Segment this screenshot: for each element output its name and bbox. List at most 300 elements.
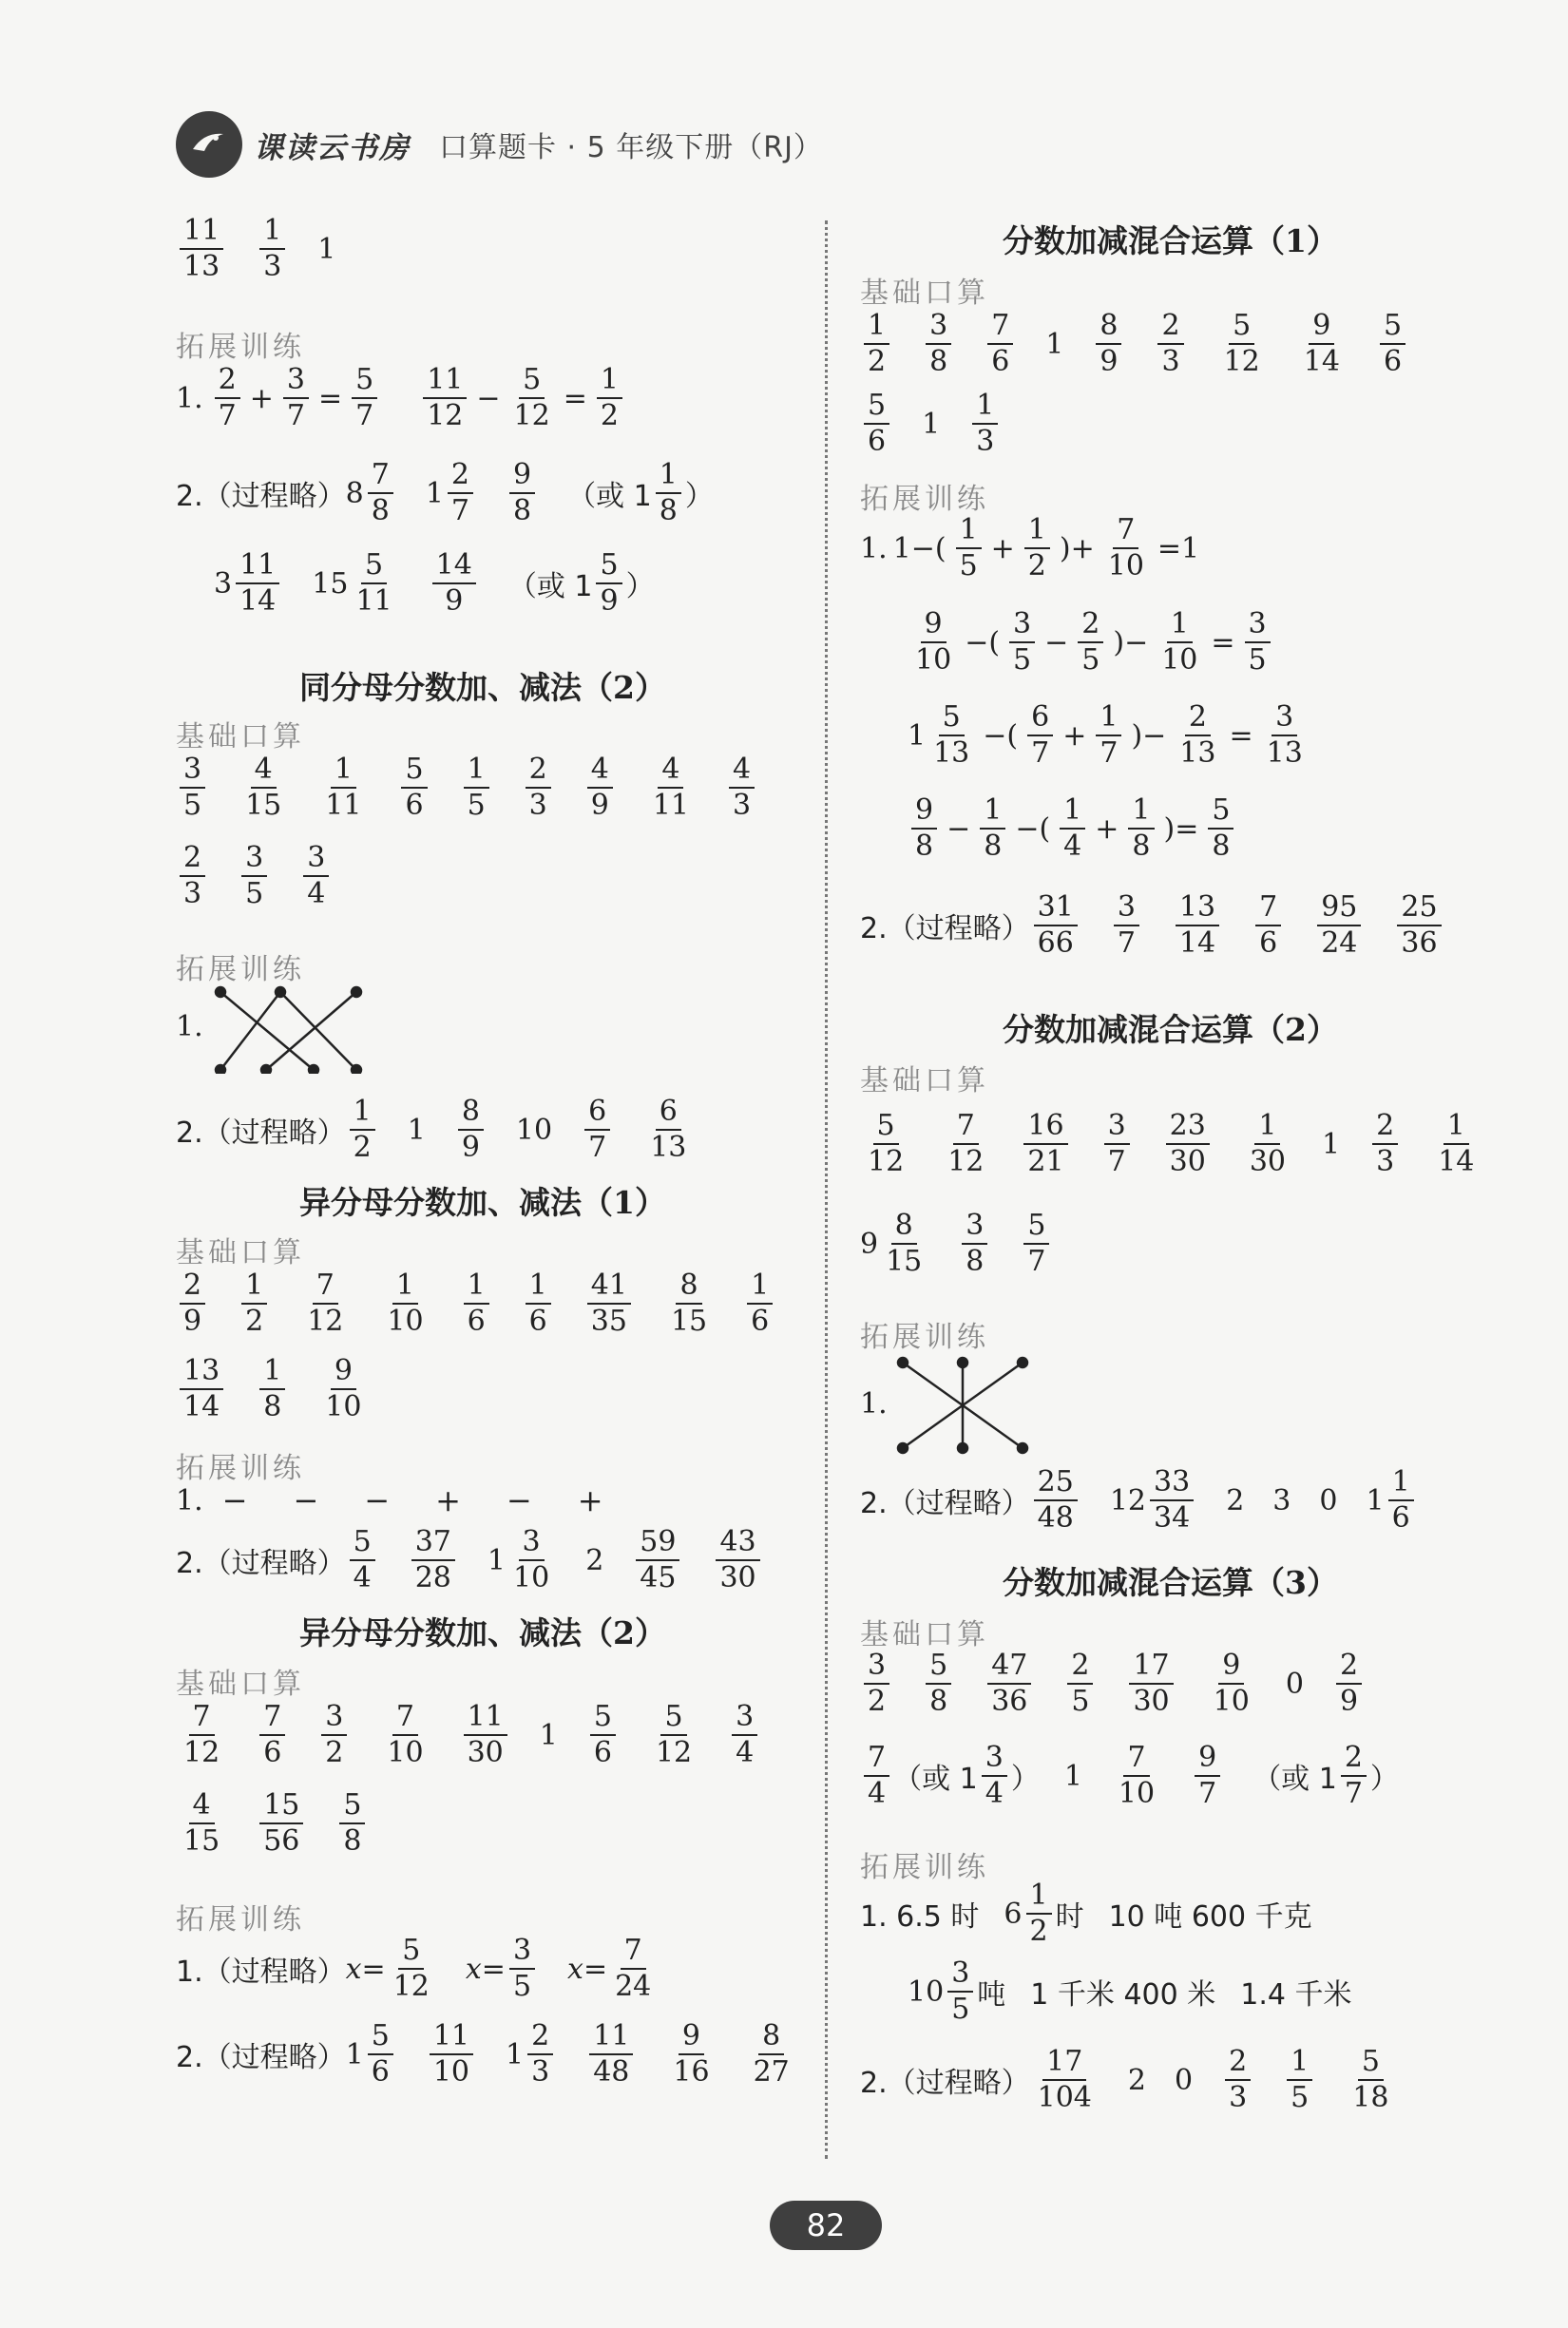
fraction: [180, 1271, 205, 1336]
denominator: 8: [659, 494, 678, 527]
answer: [346, 1525, 379, 1594]
sign: −: [364, 1482, 391, 1518]
fraction: [241, 1271, 267, 1336]
equation-row: [908, 793, 1243, 863]
numerator: 3: [241, 844, 267, 877]
fraction: [747, 1271, 773, 1336]
denominator: 14: [1178, 926, 1216, 960]
numerator: 5: [939, 703, 965, 736]
numerator: 3: [180, 755, 205, 789]
answer: [1128, 2064, 1146, 2097]
equation-term: [1074, 607, 1107, 677]
numerator: 2: [1078, 610, 1103, 643]
fraction: [962, 1209, 987, 1278]
fraction: [259, 1354, 285, 1423]
fraction: [350, 1525, 375, 1594]
answer-list: [346, 1097, 723, 1162]
answer: [922, 309, 955, 378]
item-prefix: 2.（过程略）: [860, 1487, 1030, 1520]
answer: [583, 1271, 635, 1336]
numerator: 5: [368, 2022, 393, 2055]
answer: [632, 1525, 683, 1594]
alt-close: ）: [625, 570, 655, 603]
equation-term: [279, 363, 313, 432]
matching-diagram: [209, 979, 380, 1074]
fraction: [926, 1651, 951, 1716]
fraction: [464, 1700, 507, 1769]
denominator: 66: [1037, 926, 1074, 960]
denominator: 3: [263, 250, 282, 283]
fraction: [1157, 607, 1201, 677]
denominator: 10: [1107, 549, 1144, 582]
equation-term: [908, 793, 941, 863]
alt-note: （或 1: [567, 480, 652, 513]
answer: [1064, 1760, 1082, 1793]
equation-term: [1164, 812, 1199, 846]
answer: [1020, 1209, 1053, 1278]
numerator: 14: [432, 551, 476, 584]
fraction: [368, 458, 393, 527]
fraction: [236, 548, 279, 618]
answer: [642, 1097, 694, 1162]
numerator: 5: [1023, 1212, 1049, 1245]
answer: [506, 2019, 557, 2089]
fraction: [1078, 607, 1103, 677]
numerator: 59: [636, 1528, 679, 1561]
fraction: [646, 1097, 690, 1162]
value: 1: [407, 1113, 426, 1147]
equation-term: [1131, 719, 1166, 753]
numerator: 2: [1225, 2048, 1251, 2081]
denominator: 9: [183, 1305, 202, 1338]
answer-list: [214, 548, 508, 618]
answer: [585, 2019, 637, 2089]
denominator: 13: [933, 736, 970, 770]
fraction: [636, 1525, 679, 1594]
denominator: 16: [673, 2055, 710, 2089]
fraction: [1067, 1651, 1093, 1716]
fraction: [584, 1097, 610, 1162]
answer: [317, 233, 335, 266]
denominator: 14: [1438, 1145, 1475, 1178]
fraction: [303, 841, 329, 910]
fraction: [669, 2019, 713, 2089]
fraction: [321, 1354, 365, 1423]
denominator: 6: [1391, 1501, 1410, 1535]
answer: [648, 1700, 699, 1769]
numerator: 31: [1034, 893, 1078, 926]
fraction: [1245, 607, 1271, 677]
denominator: 6: [593, 1736, 612, 1769]
denominator: 10: [1161, 643, 1198, 677]
whole-part: 1: [425, 476, 444, 510]
numerator: 9: [1195, 1744, 1220, 1777]
denominator: 48: [593, 2055, 630, 2089]
denominator: 5: [951, 1993, 970, 2026]
numerator: 3: [283, 366, 309, 399]
denominator: 12: [655, 1736, 693, 1769]
answer: [522, 1271, 555, 1336]
whole-part: 1: [908, 718, 927, 753]
whole-part: 1: [487, 1543, 506, 1577]
value: 1−(: [892, 531, 947, 565]
numerator: 5: [361, 551, 387, 584]
value: =: [317, 381, 343, 415]
denominator: 14: [239, 584, 277, 618]
answer: [1221, 2045, 1254, 2114]
answer: [176, 1354, 227, 1423]
fraction: [1372, 1109, 1398, 1178]
denominator: 12: [427, 399, 464, 432]
fraction: [1129, 1651, 1173, 1716]
alt-close: ）: [1369, 1763, 1399, 1796]
denominator: 30: [467, 1736, 504, 1769]
fraction: [411, 1525, 455, 1594]
equation-term: [1092, 700, 1125, 770]
matching-row: [176, 979, 380, 1074]
fraction: [180, 755, 205, 820]
answer: [317, 755, 369, 820]
numerator: 1: [1128, 796, 1154, 830]
section-label: 基础口算: [176, 1236, 305, 1269]
section-label: 基础口算: [860, 1618, 989, 1651]
fraction: [1096, 309, 1121, 378]
equation-term: [1056, 793, 1089, 863]
fraction: [750, 2019, 794, 2089]
numerator: 3: [1245, 610, 1271, 643]
denominator: 7: [355, 399, 374, 432]
answer-row: [860, 309, 1438, 378]
fraction: [1388, 1465, 1414, 1535]
numerator: 2: [180, 844, 205, 877]
numerator: 3: [1272, 703, 1297, 736]
answer: [460, 755, 493, 820]
answer: [1111, 1741, 1162, 1810]
answer-row: [860, 1109, 1510, 1178]
numerator: 1: [392, 1271, 418, 1305]
denominator: 7: [1027, 1245, 1046, 1278]
answer: [176, 1700, 227, 1769]
answer: [645, 755, 697, 820]
value: +: [1062, 718, 1087, 753]
answer: [1376, 309, 1409, 378]
solution: [567, 1934, 659, 2003]
fraction: [321, 1700, 347, 1769]
denominator: 4: [353, 1561, 372, 1594]
denominator: 5: [512, 1970, 532, 2003]
denominator: 27: [753, 2055, 790, 2089]
answer: [1092, 309, 1125, 378]
numerator: 2: [1067, 1651, 1093, 1685]
equation-term: [1023, 700, 1057, 770]
numerator: 1: [980, 796, 1005, 830]
denominator: 104: [1037, 2081, 1092, 2114]
answer: [725, 755, 758, 820]
numerator: 13: [180, 1357, 223, 1390]
answer: [408, 1525, 459, 1594]
numerator: 1: [1254, 1112, 1280, 1145]
equation-term: [983, 719, 1018, 753]
numerator: 41: [587, 1271, 631, 1305]
answer-list: [1030, 890, 1474, 960]
numerator: 1: [1388, 1468, 1414, 1501]
answer: [460, 1271, 493, 1336]
fraction: [947, 1956, 973, 2026]
numerator: 5: [1358, 2048, 1384, 2081]
fraction: [1220, 309, 1264, 378]
equation-term: [419, 363, 470, 432]
numerator: 3: [519, 1528, 545, 1561]
numerator: 13: [1176, 893, 1219, 926]
equation-term: [976, 793, 1009, 863]
value: 0: [1174, 2063, 1194, 2097]
fraction: [729, 755, 755, 820]
fraction: [716, 1525, 759, 1594]
equation-term: [1241, 607, 1274, 677]
denominator: 12: [1223, 345, 1260, 378]
fraction: [180, 1788, 223, 1858]
fraction: [864, 1741, 889, 1810]
section-label: 基础口算: [860, 277, 989, 310]
numerator: 5: [1380, 312, 1405, 345]
denominator: 13: [650, 1131, 687, 1164]
fraction: [1034, 890, 1078, 960]
denominator: 5: [467, 789, 486, 822]
logo-icon: [176, 111, 242, 178]
whole-part: 8: [345, 476, 364, 510]
answer-row: [860, 1741, 1399, 1810]
numerator: 3: [321, 1703, 347, 1736]
fraction: [259, 214, 285, 283]
value: 1: [1045, 327, 1064, 361]
fraction: [390, 1934, 433, 2003]
denominator: 13: [183, 250, 220, 283]
fraction: [956, 513, 982, 582]
numerator: 7: [864, 1744, 889, 1777]
section-label: 基础口算: [860, 1064, 989, 1097]
numerator: 4: [251, 755, 277, 789]
answer: [746, 2019, 797, 2089]
fraction: [649, 755, 693, 820]
equation-term: [947, 812, 970, 846]
denominator: 30: [1133, 1685, 1170, 1718]
denominator: 3: [1229, 2081, 1248, 2114]
item-prefix: 2.（过程略）: [176, 480, 346, 513]
denominator: 15: [245, 789, 282, 822]
answer: [1430, 1109, 1482, 1178]
numerator: 1: [1444, 1112, 1469, 1145]
fraction: [458, 1097, 484, 1162]
answer-list: [346, 1525, 793, 1594]
answer: [1368, 1109, 1402, 1178]
denominator: 14: [1303, 345, 1340, 378]
numerator: 1: [526, 1271, 551, 1305]
numerator: 1: [1167, 610, 1193, 643]
denominator: 18: [1352, 2081, 1389, 2114]
whole-part: 6: [1004, 1897, 1023, 1931]
answer: [1322, 1128, 1340, 1161]
denominator: 7: [218, 399, 237, 432]
numerator: 9: [509, 461, 535, 494]
fraction: [509, 1525, 553, 1594]
value: 2: [585, 1543, 604, 1577]
equation-term: [1157, 532, 1199, 565]
denominator: 2: [325, 1736, 344, 1769]
equation-row: [908, 607, 1280, 677]
denominator: 2: [245, 1305, 264, 1338]
answer: [1100, 1109, 1134, 1178]
denominator: 3: [1161, 345, 1180, 378]
denominator: 48: [1037, 1501, 1074, 1535]
sign-list: [222, 1482, 649, 1518]
value: 1: [317, 232, 336, 266]
unit: 时: [1055, 1900, 1084, 1934]
answer: [728, 1700, 761, 1769]
numerator: 2: [1372, 1112, 1398, 1145]
section-title: 分数加减混合运算（3）: [1003, 1564, 1338, 1601]
equation-term: [908, 607, 959, 677]
answer: [1226, 1484, 1244, 1517]
denominator: 2: [1027, 549, 1046, 582]
numerator: 1: [1096, 703, 1121, 736]
numerator: 37: [411, 1528, 455, 1561]
answer: [176, 755, 209, 820]
whole-part: 15: [312, 566, 349, 601]
numerator: 8: [891, 1212, 917, 1245]
whole-part: 1: [345, 2037, 364, 2071]
answer: [238, 841, 271, 910]
denominator: 9: [445, 584, 464, 618]
fraction: [448, 458, 473, 527]
whole-part: 3: [214, 566, 233, 601]
variable: x=: [345, 1952, 386, 1986]
value: 1: [1063, 1759, 1082, 1793]
answer-row: [860, 1881, 1312, 1946]
fraction: [860, 1741, 893, 1810]
numerator: 8: [758, 2022, 784, 2055]
numerator: 11: [236, 551, 279, 584]
value: 2: [1127, 2063, 1146, 2097]
denominator: 8: [513, 494, 532, 527]
numerator: 9: [911, 796, 937, 830]
section-title: 分数加减混合运算（1）: [1003, 222, 1338, 259]
matching-row: [860, 1351, 1034, 1456]
denominator: 6: [1259, 926, 1278, 960]
numerator: 1: [864, 312, 889, 345]
denominator: 24: [615, 1970, 652, 2003]
fraction: [732, 1700, 757, 1769]
denominator: 3: [733, 789, 752, 822]
numerator: 1: [956, 516, 982, 549]
fraction: [911, 607, 955, 677]
answer: [968, 391, 1002, 456]
numerator: 2: [1157, 312, 1183, 345]
denominator: 9: [600, 584, 619, 618]
fraction: [882, 1209, 926, 1278]
alt-fraction: [978, 1741, 1011, 1810]
fraction: [509, 458, 535, 527]
answer-row: [176, 363, 632, 432]
fraction: [864, 391, 889, 456]
fraction: [1246, 1109, 1290, 1178]
solution: [465, 1934, 539, 2003]
value: +: [1095, 811, 1119, 846]
section-label: 基础口算: [176, 720, 305, 754]
section-title: 异分母分数加、减法（2）: [299, 1614, 666, 1651]
fraction: [589, 2019, 633, 2089]
denominator: 3: [976, 425, 995, 458]
denominator: 2: [1029, 1915, 1048, 1948]
fraction: [596, 548, 621, 618]
fraction: [401, 755, 427, 820]
value: =: [1211, 625, 1235, 659]
sign: −: [506, 1482, 532, 1518]
fraction: [1434, 1109, 1478, 1178]
fraction: [1287, 2045, 1312, 2114]
answer: [176, 1271, 209, 1336]
denominator: 6: [751, 1305, 770, 1338]
answer: [1020, 1109, 1071, 1178]
answer: [1296, 309, 1348, 378]
fraction: [1104, 1109, 1130, 1178]
denominator: 7: [286, 399, 305, 432]
numerator: 2: [215, 366, 240, 399]
answer-list: [1030, 2045, 1425, 2114]
equation-term: [211, 363, 244, 432]
fraction: [1300, 309, 1344, 378]
denominator: 11: [325, 789, 362, 822]
fraction: [944, 1109, 987, 1178]
numerator: 5: [398, 1937, 424, 1970]
denominator: 5: [1013, 643, 1032, 677]
answer: [665, 2019, 717, 2089]
denominator: 6: [868, 425, 887, 458]
numerator: 5: [1208, 796, 1233, 830]
sign: −: [293, 1482, 319, 1518]
answer-row: [908, 1956, 1352, 2026]
fraction: [1166, 1109, 1210, 1178]
equation-term: [965, 626, 1000, 659]
numerator: 1: [350, 1097, 375, 1131]
answer-row: [176, 1700, 790, 1769]
numerator: 1: [331, 755, 356, 789]
answer-text: 1 千米 400 米: [1030, 1978, 1216, 2012]
equation-row: [860, 513, 1205, 582]
denominator: 3: [531, 2055, 550, 2089]
numerator: 4: [587, 755, 613, 789]
sign: +: [577, 1482, 603, 1518]
numerator: 3: [1114, 893, 1139, 926]
fraction: [1023, 1109, 1067, 1178]
item-prefix: 2.（过程略）: [860, 912, 1030, 945]
value: )=: [1163, 811, 1199, 846]
denominator: 7: [1117, 926, 1136, 960]
item-prefix: 2.（过程略）: [176, 2041, 346, 2074]
numerator: 1: [1024, 516, 1050, 549]
denominator: 6: [467, 1305, 486, 1338]
fraction: [526, 755, 551, 820]
answer: [1319, 1484, 1337, 1517]
denominator: 3: [183, 877, 202, 910]
answer: [312, 548, 399, 618]
numerator: 11: [430, 2022, 473, 2055]
answer: [176, 841, 209, 910]
fraction: [929, 700, 973, 770]
denominator: 8: [1212, 830, 1231, 863]
answer-list: [1063, 1741, 1252, 1810]
answer: [516, 1114, 552, 1147]
answer: [581, 1097, 614, 1162]
